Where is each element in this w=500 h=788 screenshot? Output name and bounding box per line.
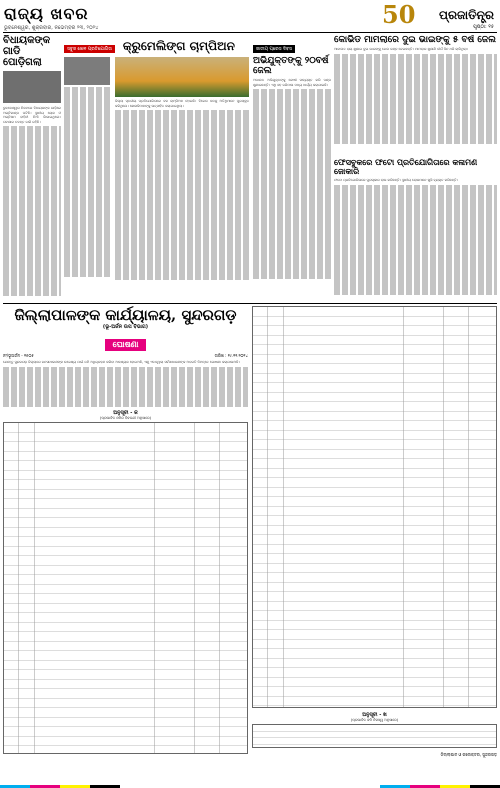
story-2-small-photo (64, 57, 110, 85)
notice-body: ଯେହେତୁ ସୁନ୍ଦରଗଡ଼ ଜିଲ୍ଲାରେ ଜନସାଧାରଣଙ୍କ ଉଦ୍ଦେଶ୍ୟ ପାଇଁ ଜମି ଅଧିଗ୍ରହଣ କରିବା ଆବଶ୍ୟକ ହୋଇଅଛି, ଏଣୁ ଏତଦ୍ୱାରା ସର୍ବସାଧାରଣଙ୍କ ଅବଗତି ନିମନ୍ତେ ଘୋଷଣା କରାଯାଉଅଛି। (3, 360, 240, 364)
notice-ref: ନଂ/ଭୂଅର୍ଜନ - ୧୫୦୫ (3, 353, 34, 358)
story-5-body: ଫଟୋ ପ୍ରତିଯୋଗିତାରେ ପୁରସ୍କାର ଲାଭ କରିଛନ୍ତି। ସ୍ଥାନୀୟ ଲୋକମାନେ ଖୁସି ବ୍ୟକ୍ତ କରିଛନ୍ତି। (334, 178, 459, 182)
anniversary-number: 50 (382, 0, 416, 29)
story-5-headline: ଫେସବୁକରେ ଫଟୋ ପ୍ରତିଯୋଗିତାରେ କଳାମଣ ଜୋକାରି (334, 158, 478, 176)
story-1-body: ଭୁବନେଶ୍ୱର ନିକଟରେ ବିଧାୟକଙ୍କ ଗାଡ଼ିରେ ଅଗ୍ନିକାଣ୍ଡ ଘଟିଛି। ସ୍ଥାନୀୟ ଲୋକ ଓ ଅଗ୍ନିଶମ ବାହିନୀ ନିଆଁ ଲିଭାଇଥିଲେ। ଘଟଣାର ତଦନ୍ତ ଜାରି ରହିଛି। (3, 106, 61, 124)
story-2-headline: କ୍ରୁମେଲିଙ୍ଗ ଚାମ୍ପିଅନ (122, 39, 235, 53)
story-2-sidebox (64, 57, 112, 282)
band-rule (3, 303, 497, 304)
story-3-body: ଅଦାଲତ ଅଭିଯୁକ୍ତଙ୍କୁ ଦୋଷୀ ସାବ୍ୟସ୍ତ କରି ଦଣ୍ଡ ଶୁଣାଇଛନ୍ତି। ଏଥି ସହ ଜରିମାନା ମଧ୍ୟ ଧାର୍ଯ୍ୟ କରାଯାଇଛି। (253, 78, 331, 87)
story-3-tag: ଜାତୀୟ ପ୍ରେସ ଦିବସ (253, 45, 295, 53)
schedule-a-table-continued (252, 306, 497, 708)
schedule-b-title: ଅନୁସୂଚୀ - ଖ (362, 712, 387, 718)
brand-name: ପ୍ରଜାତିନ୍ତ୍ର (438, 8, 494, 22)
story-2-tag: ସବୁଜ ଖେଳ ପ୍ରତିଯୋଗିତା (64, 45, 115, 53)
story-2-textblock (115, 110, 249, 280)
story-1-photo (3, 71, 61, 103)
section-title: ରାଜ୍ୟ ଖବର (4, 4, 89, 23)
story-1-headline: ବିଧାୟକଙ୍କ ଗାଡି ପୋଡ଼ିଗଲା (3, 35, 51, 68)
schedule-b-subtitle: (ପ୍ରଭାବିତ ଜମି ନିଜସ୍ୱ ଅନୁସାରେ) (350, 718, 399, 722)
story-5 (334, 158, 497, 300)
notice-right (252, 306, 497, 781)
story-4-textblock (334, 54, 497, 144)
section-header (4, 4, 194, 30)
story-2-side-text (64, 87, 112, 277)
story-4-headline: କୋଭିଡ ମାମଲାରେ ଦୁଇ ଭାଇଙ୍କୁ ୫ ବର୍ଷ ଜେଲ (334, 35, 496, 45)
story-2-body: ଜିଲ୍ଲା ସ୍ତରୀୟ ପ୍ରତିଯୋଗିତାରେ ଦଳ ଚାମ୍ପିଅନ ହୋଇଛି। ବିଜେତା ଦଳକୁ ଅତିଥିମାନେ ପୁରସ୍କୃତ କରିଥିଲେ। ଖେଳାଳିମାନଙ୍କୁ ଉତ୍ସାହିତ କରାଯାଇଥିଲା। (115, 99, 249, 108)
notice-date: ତାରିଖ : ୧୯.୧୧.୨୦୨୪ (214, 353, 248, 358)
notice-badge: ଘୋଷଣା (105, 339, 147, 351)
page-number: ପୃଷ୍ଠା: ୧୫ (473, 24, 494, 30)
schedule-a-subtitle: (ପ୍ରଭାବିତ ଜମିର ବିବରଣୀ ଅନୁସାରେ) (100, 415, 151, 420)
schedule-a-table (3, 422, 248, 754)
schedule-a-title: ଅନୁସୂଚୀ - କ (113, 409, 138, 416)
story-3-textblock (253, 89, 331, 279)
story-4 (334, 35, 497, 155)
story-2 (64, 35, 249, 300)
anniversary-logo (382, 2, 430, 32)
date-line: ଭୁବନେଶ୍ୱର, ଶୁକ୍ରବାର, ନଭେମ୍ବର ୨୩, ୨୦୨୪ (4, 25, 99, 31)
notice-title: ଜିଲ୍ଲାପାଳଙ୍କ କାର୍ଯ୍ୟାଳୟ, ସୁନ୍ଦରଗଡ଼ (14, 306, 237, 324)
story-2-team-photo (115, 57, 249, 97)
story-3-headline: ଅଭିଯୁକ୍ତଙ୍କୁ ୨୦ବର୍ଷ ଜେଲ (253, 56, 329, 76)
story-1-textblock (3, 126, 61, 296)
notice-subtitle: (ଭୂ-ଅର୍ଜନ ଉପ ବିଭାଗ) (102, 324, 149, 330)
header-rule (3, 32, 497, 33)
story-3 (253, 35, 331, 300)
notice-signature: ଜିଲ୍ଲାପାଳ ଓ କଲେକ୍ଟର, ସୁନ୍ଦରଗଡ଼ (440, 752, 497, 757)
notice-left (3, 306, 248, 781)
schedule-b-table (252, 724, 497, 748)
story-1 (3, 35, 61, 300)
notice-textblock (3, 367, 248, 407)
story-4-body: ଆଦାଲତ ରାୟ ଶୁଣାଇ ଦୁଇ ଭାଇଙ୍କୁ ଜେଲ ଦଣ୍ଡ ଦେଇଛନ୍ତି। ମାମଲାର ଶୁଣାଣି ଦୀର୍ଘ ଦିନ ଧରି ଚାଲିଥିଲା। (334, 47, 469, 51)
story-5-textblock (334, 185, 497, 295)
